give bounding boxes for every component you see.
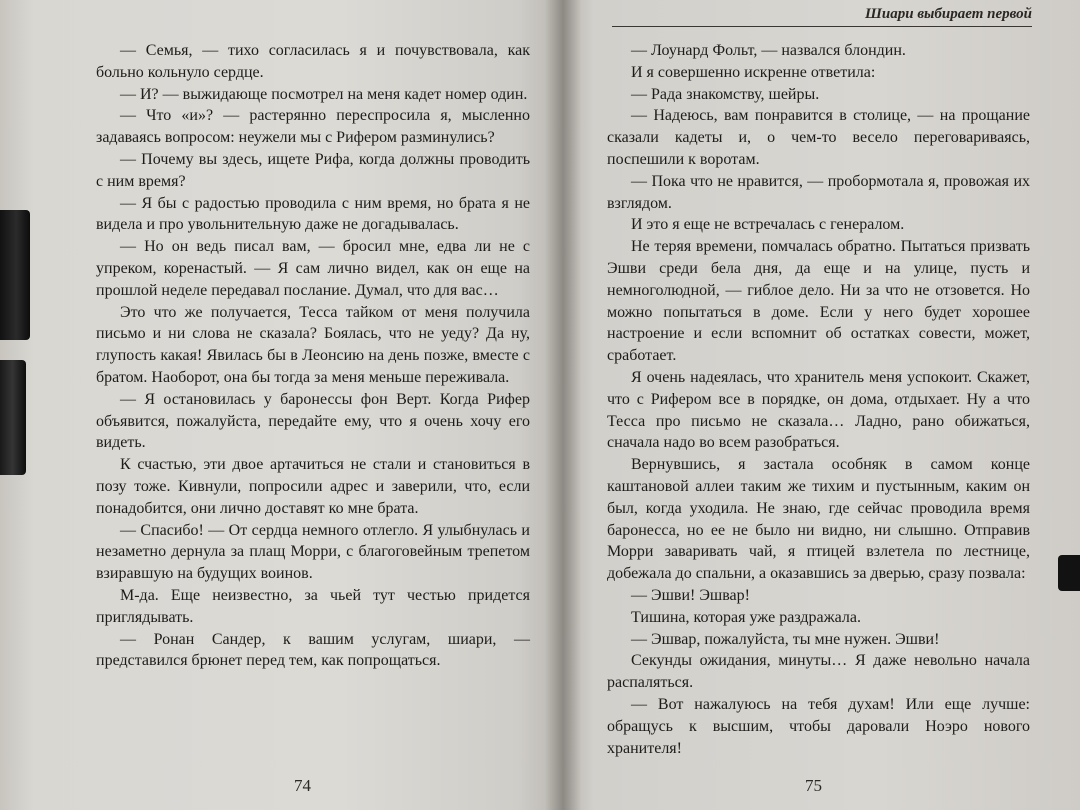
paragraph: — Эшвар, пожалуйста, ты мне нужен. Эшви!	[631, 630, 940, 648]
paragraph: — Почему вы здесь, ищете Рифа, когда должны проводить с ним время?	[96, 150, 530, 190]
paragraph: — Что «и»? — растерянно переспросила я, мысленно задаваясь вопросом: неужели мы с Рифером разминулись?	[96, 107, 530, 147]
paragraph: — И? — выжидающе посмотрел на меня кадет номер один.	[120, 85, 528, 103]
paragraph: — Вот нажалуюсь на тебя духам! Или еще лучше: обращусь к высшим, чтобы даровали Ноэро нового хранителя!	[607, 695, 1030, 757]
paragraph: Это что же получается, Тесса тайком от меня получила письмо и ни слова не сказала? Боялась, что не уеду? Да ну, глупость какая! Явилась бы в Леонсию на день позже, вместе с братом. Наоборот, она бы тогда за меня меньше переживала.	[96, 303, 530, 386]
paragraph: — Эшви! Эшвар!	[631, 586, 750, 604]
paragraph: Вернувшись, я застала особняк в самом конце каштановой аллеи таким же тихим и пустынным, каким он был, когда уходила. Не знаю, где сейчас проводила время баронесса, но ее не было ни видно, ни слышно. Отправив Морри заваривать чай, я птицей взлетела по лестнице, добежала до спальни, а оказавшись за дверью, сразу позвала:	[607, 456, 1030, 583]
book-gutter	[545, 0, 581, 810]
paragraph: — Рада знакомству, шейры.	[631, 85, 820, 103]
paragraph: И я совершенно искренне ответила:	[631, 63, 876, 81]
paragraph: Я очень надеялась, что хранитель меня успокоит. Скажет, что с Рифером все в порядке, он дома, отдыхает. Ну а что Тесса про письмо не сказала… Ладно, рано обижаться, сначала надо во всем разобраться.	[607, 368, 1030, 452]
paragraph: М-да. Еще неизвестно, за чьей тут честью придется приглядывать.	[96, 586, 530, 626]
paragraph: К счастью, эти двое артачиться не стали и становиться в позу тоже. Кивнули, попросили адрес и заверили, что, если понадобится, они лично доставят ко мне брата.	[96, 456, 530, 517]
binder-clip-upper	[0, 210, 30, 340]
paragraph: — Я остановилась у баронессы фон Верт. Когда Рифер объявится, пожалуйста, передайте ему, что я очень хочу его видеть.	[96, 390, 530, 452]
right-page-text	[607, 40, 1030, 759]
paragraph: — Надеюсь, вам понравится в столице, — на прощание сказали кадеты и, о чем-то весело переговариваясь, поспешили к воротам.	[607, 107, 1030, 168]
binder-clip-right	[1058, 555, 1080, 591]
left-page-text	[96, 40, 530, 672]
paragraph: — Ронан Сандер, к вашим услугам, шиари, — представился брюнет перед тем, как попрощаться.	[96, 630, 530, 670]
running-head: Шиари выбирает первой	[612, 6, 1032, 27]
paragraph: Тишина, которая уже раздражала.	[631, 608, 861, 626]
page-number-left: 74	[294, 776, 311, 795]
paragraph: — Спасибо! — От сердца немного отлегло. Я улыбнулась и незаметно дернула за плащ Морри, с благоговейным трепетом взиравшую на будущих воинов.	[96, 521, 530, 583]
paragraph: Не теряя времени, помчалась обратно. Пытаться призвать Эшви среди бела дня, да еще и на улице, пусть и немноголюдной, — гиблое дело. Ни за что не отзовется. Но можно попытаться в доме. Если у него будет хорошее настроение и если вспомнит об остатках совести, может, сработает.	[607, 238, 1030, 365]
binder-clip-lower	[0, 360, 26, 475]
paragraph: — Семья, — тихо согласилась я и почувствовала, как больно кольнуло сердце.	[96, 42, 530, 81]
paragraph: — Но он ведь писал вам, — бросил мне, едва ли не с упреком, коренастый. — Я сам лично видел, как он еще на прошлой неделе передавал послание. Думал, что для вас…	[96, 238, 530, 299]
paragraph: — Лоунард Фольт, — назвался блондин.	[631, 42, 906, 59]
paragraph: — Я бы с радостью проводила с ним время, но брата я не видела и про увольнительную даже не догадывалась.	[96, 194, 530, 234]
paragraph: — Пока что не нравится, — пробормотала я, провожая их взглядом.	[607, 172, 1030, 212]
paragraph: Секунды ожидания, минуты… Я даже невольно начала распаляться.	[607, 652, 1030, 692]
page-number-right: 75	[805, 776, 822, 795]
paragraph: И это я еще не встречалась с генералом.	[631, 216, 905, 234]
